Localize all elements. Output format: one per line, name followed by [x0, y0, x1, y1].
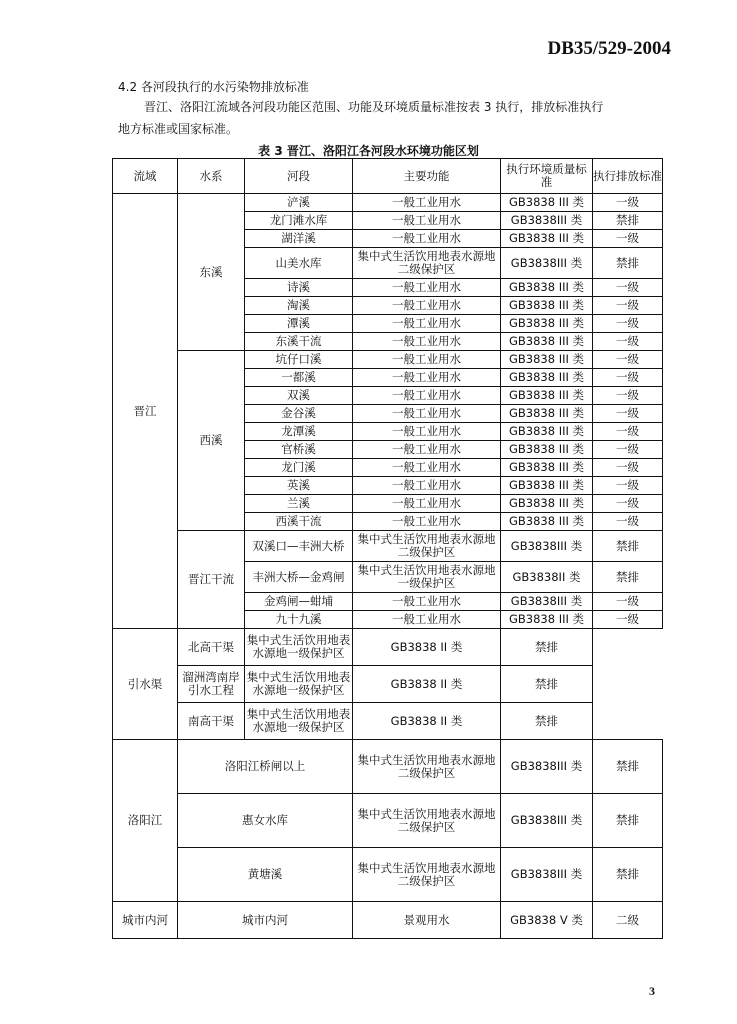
standard-cell: GB3838 III 类 [501, 333, 593, 351]
function-cell: 一般工业用水 [353, 441, 501, 459]
standard-cell: GB3838 III 类 [501, 405, 593, 423]
reach-cell: 一都溪 [245, 369, 353, 387]
table-row [113, 531, 663, 562]
function-cell: 一般工业用水 [353, 279, 501, 297]
section-heading: 4.2 各河段执行的水污染物排放标准 [118, 80, 309, 94]
discharge-cell: 禁排 [593, 794, 663, 848]
function-cell: 集中式生活饮用地表水源地二级保护区 [353, 531, 501, 562]
standard-cell: GB3838 II 类 [353, 666, 501, 703]
standard-cell: GB3838 III 类 [501, 441, 593, 459]
reach-cell: 浐溪 [245, 194, 353, 212]
discharge-cell: 一级 [593, 315, 663, 333]
system-cell: 西溪 [178, 351, 245, 531]
standard-cell: GB3838 III 类 [501, 369, 593, 387]
discharge-cell: 禁排 [593, 740, 663, 794]
function-cell: 集中式生活饮用地表水源地一级保护区 [353, 562, 501, 593]
discharge-cell: 禁排 [501, 703, 593, 740]
function-cell: 一般工业用水 [353, 194, 501, 212]
table-header-row [113, 159, 663, 194]
standard-cell: GB3838 III 类 [501, 279, 593, 297]
discharge-cell: 一级 [593, 495, 663, 513]
standard-cell: GB3838II 类 [501, 562, 593, 593]
reach-cell: 湖洋溪 [245, 230, 353, 248]
reach-cell: 坑仔口溪 [245, 351, 353, 369]
function-cell: 集中式生活饮用地表水源地一级保护区 [245, 666, 353, 703]
standard-cell: GB3838 III 类 [501, 351, 593, 369]
function-cell: 集中式生活饮用地表水源地一级保护区 [245, 703, 353, 740]
discharge-cell: 一级 [593, 611, 663, 629]
reach-cell: 龙门滩水库 [245, 212, 353, 230]
standard-cell: GB3838III 类 [501, 593, 593, 611]
function-cell: 一般工业用水 [353, 212, 501, 230]
function-cell: 一般工业用水 [353, 315, 501, 333]
discharge-cell: 一级 [593, 405, 663, 423]
reach-cell: 双溪 [245, 387, 353, 405]
system-cell: 东溪 [178, 194, 245, 351]
standard-cell: GB3838 III 类 [501, 315, 593, 333]
discharge-cell: 二级 [593, 902, 663, 939]
discharge-cell: 禁排 [593, 531, 663, 562]
function-cell: 集中式生活饮用地表水源地二级保护区 [353, 848, 501, 902]
standard-cell: GB3838 III 类 [501, 513, 593, 531]
standard-cell: GB3838 III 类 [501, 194, 593, 212]
discharge-cell: 一级 [593, 351, 663, 369]
table-row [113, 194, 663, 212]
system-cell: 引水渠 [113, 629, 178, 740]
reach-cell: 惠女水库 [178, 794, 353, 848]
function-cell: 一般工业用水 [353, 477, 501, 495]
header-system: 水系 [178, 159, 245, 194]
discharge-cell: 一级 [593, 477, 663, 495]
reach-cell: 龙门溪 [245, 459, 353, 477]
reach-cell: 洛阳江桥闸以上 [178, 740, 353, 794]
section-paragraph [118, 96, 668, 140]
reach-cell: 东溪干流 [245, 333, 353, 351]
discharge-cell: 禁排 [593, 848, 663, 902]
function-cell: 一般工业用水 [353, 405, 501, 423]
water-function-table [112, 158, 663, 939]
page-number: 3 [649, 984, 655, 998]
function-cell: 一般工业用水 [353, 333, 501, 351]
discharge-cell: 一级 [593, 513, 663, 531]
discharge-cell: 一级 [593, 441, 663, 459]
standard-cell: GB3838 II 类 [353, 703, 501, 740]
discharge-cell: 一级 [593, 279, 663, 297]
table-row [113, 351, 663, 369]
discharge-cell: 禁排 [593, 562, 663, 593]
standard-cell: GB3838III 类 [501, 212, 593, 230]
discharge-cell: 一级 [593, 459, 663, 477]
function-cell: 一般工业用水 [353, 230, 501, 248]
reach-cell: 南高干渠 [178, 703, 245, 740]
discharge-cell: 一级 [593, 369, 663, 387]
function-cell: 一般工业用水 [353, 495, 501, 513]
discharge-cell: 一级 [593, 297, 663, 315]
function-cell: 一般工业用水 [353, 593, 501, 611]
standard-cell: GB3838 V 类 [501, 902, 593, 939]
header-basin: 流域 [113, 159, 178, 194]
reach-cell: 双溪口—丰洲大桥 [245, 531, 353, 562]
header-standard: 执行环境质量标准 [501, 159, 593, 194]
reach-cell: 溜洲湾南岸引水工程 [178, 666, 245, 703]
function-cell: 集中式生活饮用地表水源地二级保护区 [353, 794, 501, 848]
function-cell: 一般工业用水 [353, 459, 501, 477]
standard-cell: GB3838 III 类 [501, 459, 593, 477]
reach-cell: 官桥溪 [245, 441, 353, 459]
table-row [113, 902, 663, 939]
function-cell: 一般工业用水 [353, 513, 501, 531]
reach-cell: 淘溪 [245, 297, 353, 315]
table-row [113, 740, 663, 794]
table-row [113, 629, 663, 666]
discharge-cell: 一级 [593, 230, 663, 248]
standard-cell: GB3838 III 类 [501, 477, 593, 495]
system-cell: 晋江干流 [178, 531, 245, 629]
standard-cell: GB3838 III 类 [501, 495, 593, 513]
reach-cell: 北高干渠 [178, 629, 245, 666]
reach-cell: 诗溪 [245, 279, 353, 297]
function-cell: 一般工业用水 [353, 611, 501, 629]
standard-cell: GB3838 III 类 [501, 611, 593, 629]
header-function: 主要功能 [353, 159, 501, 194]
table-row [113, 703, 663, 740]
header-discharge: 执行排放标准 [593, 159, 663, 194]
function-cell: 景观用水 [353, 902, 501, 939]
reach-cell: 西溪干流 [245, 513, 353, 531]
standard-cell: GB3838 III 类 [501, 230, 593, 248]
paragraph-line-2: 地方标准或国家标准。 [118, 122, 239, 136]
function-cell: 一般工业用水 [353, 423, 501, 441]
header-reach: 河段 [245, 159, 353, 194]
reach-cell: 金鸡闸—蚶埔 [245, 593, 353, 611]
standard-cell: GB3838 II 类 [353, 629, 501, 666]
discharge-cell: 一级 [593, 333, 663, 351]
function-cell: 一般工业用水 [353, 297, 501, 315]
discharge-cell: 一级 [593, 593, 663, 611]
standard-cell: GB3838III 类 [501, 531, 593, 562]
reach-cell: 九十九溪 [245, 611, 353, 629]
reach-cell: 丰洲大桥—金鸡闸 [245, 562, 353, 593]
standard-cell: GB3838III 类 [501, 848, 593, 902]
discharge-cell: 禁排 [593, 212, 663, 230]
basin-cell: 晋江 [113, 194, 178, 629]
basin-cell: 洛阳江 [113, 740, 178, 902]
table-row [113, 848, 663, 902]
reach-cell: 城市内河 [178, 902, 353, 939]
standard-cell: GB3838 III 类 [501, 297, 593, 315]
discharge-cell: 一级 [593, 194, 663, 212]
discharge-cell: 一级 [593, 387, 663, 405]
function-cell: 一般工业用水 [353, 387, 501, 405]
discharge-cell: 禁排 [501, 629, 593, 666]
reach-cell: 金谷溪 [245, 405, 353, 423]
function-cell: 集中式生活饮用地表水源地二级保护区 [353, 248, 501, 279]
standard-cell: GB3838III 类 [501, 794, 593, 848]
function-cell: 一般工业用水 [353, 351, 501, 369]
paragraph-line-1: 晋江、洛阳江流域各河段功能区范围、功能及环境质量标准按表 3 执行，排放标准执行 [144, 100, 604, 114]
function-cell: 集中式生活饮用地表水源地二级保护区 [353, 740, 501, 794]
discharge-cell: 禁排 [593, 248, 663, 279]
standard-cell: GB3838 III 类 [501, 387, 593, 405]
standard-cell: GB3838III 类 [501, 248, 593, 279]
table-caption: 表 3 晋江、洛阳江各河段水环境功能区划 [258, 144, 479, 158]
discharge-cell: 禁排 [501, 666, 593, 703]
reach-cell: 兰溪 [245, 495, 353, 513]
table-row [113, 666, 663, 703]
reach-cell: 潭溪 [245, 315, 353, 333]
basin-cell: 城市内河 [113, 902, 178, 939]
reach-cell: 英溪 [245, 477, 353, 495]
reach-cell: 龙潭溪 [245, 423, 353, 441]
standard-cell: GB3838 III 类 [501, 423, 593, 441]
standard-cell: GB3838III 类 [501, 740, 593, 794]
reach-cell: 山美水库 [245, 248, 353, 279]
table-row [113, 794, 663, 848]
function-cell: 集中式生活饮用地表水源地一级保护区 [245, 629, 353, 666]
document-code: DB35/529-2004 [547, 38, 671, 59]
discharge-cell: 一级 [593, 423, 663, 441]
function-cell: 一般工业用水 [353, 369, 501, 387]
reach-cell: 黄塘溪 [178, 848, 353, 902]
